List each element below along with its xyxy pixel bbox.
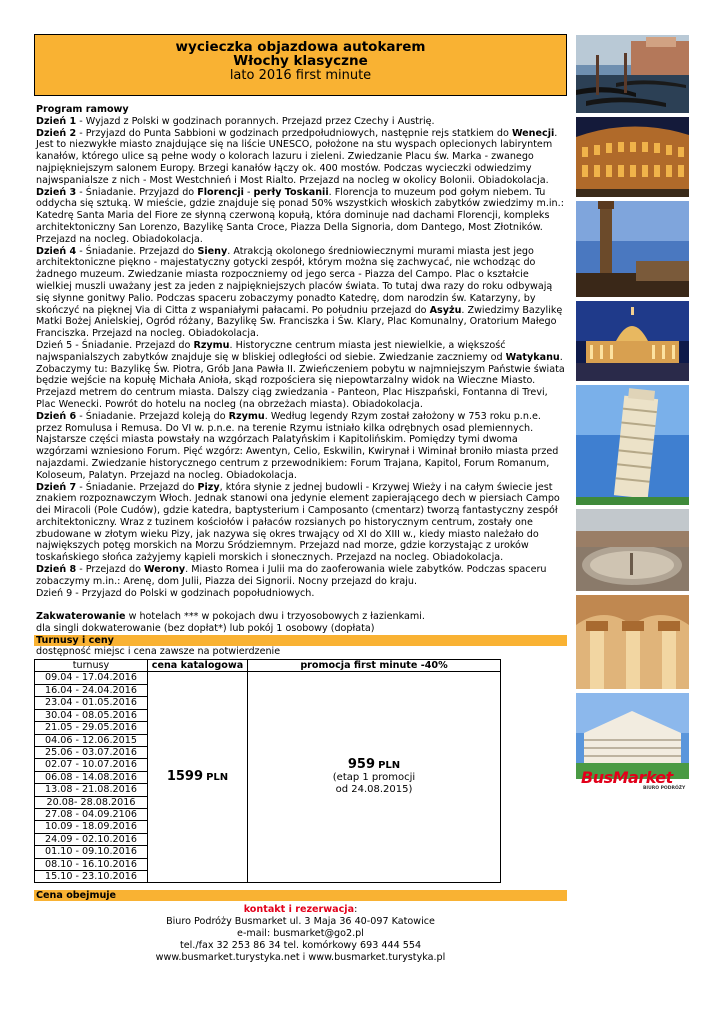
program-text: - Śniadanie. Przejazd koleją do (76, 410, 229, 422)
program-day-6 (36, 411, 567, 482)
contact-block (34, 904, 567, 964)
program-highlight: Dzień 4 (36, 245, 77, 257)
program-highlight: Dzień 8 (36, 564, 77, 576)
program-highlight: Dzień 6 (36, 410, 77, 422)
includes-section-title: Cena obejmuje (34, 890, 567, 901)
st-peters-square-photo (576, 509, 689, 591)
season-subtitle: lato 2016 first minute (229, 68, 372, 83)
turnus-dates: 23.04 - 01.05.2016 (35, 697, 148, 709)
program-text: . Miasto Romea i Julii ma do zaoferowania wiele zabytków. Podczas spaceru zobaczymy m.in.: Arenę, dom Julii, Piazza dei Signorii. Nocny przejazd do kraju. (36, 564, 547, 587)
turnus-dates: 20.08- 28.08.2016 (35, 796, 148, 808)
program-day-3 (36, 187, 567, 246)
program-highlight: Rzymu (193, 339, 230, 351)
turnus-dates: 30.04 - 08.05.2016 (35, 709, 148, 721)
program-text: - Przejazd do (76, 564, 144, 576)
program-highlight: Dzień 7 (36, 481, 77, 493)
busmarket-logo (581, 768, 689, 790)
program-text: - Śniadanie. Przejazd do (76, 481, 198, 493)
turnus-dates: 02.07 - 10.07.2016 (35, 759, 148, 771)
cloister-columns-photo (576, 595, 689, 689)
program-highlight: Pizy (197, 481, 220, 493)
program-highlight: Watykanu (505, 351, 560, 363)
turnus-dates: 24.09 - 02.10.2016 (35, 833, 148, 845)
turnus-dates: 15.10 - 23.10.2016 (35, 870, 148, 882)
program-day-5 (36, 340, 567, 411)
pisa-cathedral-photo (576, 693, 689, 779)
flyer-main (34, 34, 567, 964)
program-highlight: Dzień 1 (36, 115, 77, 127)
turnus-dates: 08.10 - 16.10.2016 (35, 858, 148, 870)
program-text: - (243, 186, 254, 198)
col-header-promo: promocja first minute -40% (248, 660, 501, 672)
promo-currency: PLN (378, 760, 401, 772)
program-highlight: Rzymu (228, 410, 265, 422)
st-peters-photo (576, 301, 689, 381)
photo-column (576, 35, 689, 783)
program-highlight: Florencji (197, 186, 244, 198)
logo-wordmark: BusMarket (581, 768, 673, 787)
program-highlight: perły Toskanii (253, 186, 329, 198)
contact-colon: : (354, 904, 358, 916)
promo-price-cell (248, 672, 501, 883)
program-text: . Zobaczymy tu: Bazylikę Św. Piotra, Grób Jana Pawła II. Zwieńczeniem pobytu w najmniejszym Państwie świata będzie wejście na kopułę Michała Anioła, skąd rozpościera się niepowtarzalny widok na Wieczne Miasto. Przejazd metrem do centrum miasta. Dalszy ciąg zwiedzania - Panteon, Plac Hiszpański, Fontanna di Trevi, Plac Wenecki. Powrót do hotelu na nocleg (na obrzeżach miasta). Obiadokolacja. (36, 351, 565, 410)
colosseum-photo (576, 117, 689, 197)
program-highlight: Dzień 3 (36, 186, 77, 198)
program-text: . Atrakcją okolonego średniowiecznymi murami miasta jest jego architektoniczne piękno - majestatyczny gotycki zespół, którym można się zachwycać, nie wchodząc do żadnego muzeum. Zwiedzanie miasta rozpoczniemy od jego serca - Piazza del Campo. Plac o kształcie wielkiej muszli uważany jest za jeden z najpiękniejszych placów świata. To tutaj dwa razy do roku odbywają się słynne gonitwy Palio. Podczas spaceru zobaczymy ponadto Katedrę, dom narodzin św. Katarzyny, by skończyć na pięknej Via di Citta z wspaniałymi pałacami. Po południu przejazd do (36, 245, 553, 316)
turnus-dates: 01.10 - 09.10.2016 (35, 846, 148, 858)
promo-price: 959 (347, 757, 375, 773)
contact-websites: www.busmarket.turystyka.net i www.busmarket.turystyka.pl (155, 952, 446, 964)
program-text: - Śniadanie. Przejazd do (76, 245, 198, 257)
program-text: . Według legendy Rzym został założony w 753 roku p.n.e. przez Romulusa i Remusa. Do VI w. p.n.e. na terenie Rzymu istniało kilka odrębnych osad plemiennych. Najstarsze części miasta powstały na wzgórzach Palatyńskim i Kapitolińskim. Pomiędzy tymi dwoma wzgórzami wzniesiono Forum. Pięć wzgórz: Awentyn, Celio, Eskwilin, Kwirynał i Wiminał broniło miasta przed najazdami. Zwiedzanie historycznego centrum z przewodnikiem: Forum Trajana, Kapitol, Forum Romanum, Koloseum, Palatyn. Przejazd na nocleg. Obiadokolacja. (36, 410, 559, 481)
program-text: - Śniadanie. Przyjazd do (76, 186, 198, 198)
contact-heading: kontakt i rezerwacja (243, 904, 355, 916)
turnus-dates: 06.08 - 14.08.2016 (35, 771, 148, 783)
program-text: Dzień 9 - Przyjazd do Polski w godzinach popołudniowych. (36, 587, 315, 599)
prices-section-title: Turnusy i ceny (34, 635, 567, 646)
program-text: - Wyjazd z Polski w godzinach porannych. Przejazd przez Czechy i Austrię. (76, 115, 435, 127)
program-text: - Przyjazd do Punta Sabbioni w godzinach przedpołudniowych, następnie rejs statkiem do (76, 127, 512, 139)
florence-photo (576, 201, 689, 297)
turnus-dates: 09.04 - 17.04.2016 (35, 672, 148, 684)
accommodation-line (36, 611, 567, 623)
catalog-price-cell (148, 672, 248, 883)
turnus-dates: 10.09 - 18.09.2016 (35, 821, 148, 833)
tour-name-title: Włochy klasyczne (233, 53, 368, 69)
program-highlight: Dzień 2 (36, 127, 77, 139)
program-heading: Program ramowy (36, 104, 129, 115)
price-table (34, 659, 501, 883)
promo-note-1: (etap 1 promocji (332, 771, 416, 783)
turnus-dates: 27.08 - 04.09.2106 (35, 808, 148, 820)
program-highlight: Sieny (197, 245, 228, 257)
program-day-8 (36, 564, 567, 588)
turnus-dates: 25.06 - 03.07.2016 (35, 746, 148, 758)
catalog-price: 1599 (166, 769, 204, 785)
turnus-dates: 21.05 - 29.05.2016 (35, 722, 148, 734)
promo-note-2: od 24.08.2015) (335, 783, 413, 795)
contact-email: e-mail: busmarket@go2.pl (237, 928, 364, 940)
turnus-dates: 16.04 - 24.04.2016 (35, 684, 148, 696)
accommodation-label: Zakwaterowanie (36, 611, 126, 623)
accommodation-text: w hotelach *** w pokojach dwu i trzyosobowych z łazienkami. (125, 611, 425, 623)
pisa-tower-photo (576, 385, 689, 505)
turnus-dates: 13.08 - 21.08.2016 (35, 784, 148, 796)
catalog-currency: PLN (206, 772, 229, 784)
program-highlight: Wenecji (511, 127, 555, 139)
contact-address: Biuro Podróży Busmarket ul. 3 Maja 36 40-097 Katowice (166, 916, 435, 928)
program-day-7 (36, 482, 567, 565)
program-day-2 (36, 128, 567, 187)
program-text: . Historyczne centrum miasta jest niewielkie, a większość najwspanialszych zabytków znajduje się w bliskiej odległości od siebie. Zwiedzanie zaczniemy od (36, 339, 506, 363)
contact-phone: tel./fax 32 253 86 34 tel. komórkowy 693 444 554 (179, 940, 422, 952)
program-text: . Zwiedzimy Bazylikę Matki Bożej Anielskiej, Ogród różany, Bazylikę Św. Franciszka i Św. Klary, Plac Komunalny, Oratorium Małego Franciszka. Przejazd na nocleg. Obiadokolacja. (36, 304, 563, 340)
col-header-catalog: cena katalogowa (148, 660, 248, 672)
program-text: . Florencja to muzeum pod gołym niebem. Tu oddycha się sztuką. W mieście, gdzie znajduje się ponad 50% wszystkich włoskich zabytków zwiedzimy m.in.: Katedrę Santa Maria del Fiore ze słynną czerwoną kopułą, która dominuje nad dachami Florencji, kompleks architektoniczny San Lorenzo, Bazylikę Santa Croce, Piazza Della Signoria, dom Dantego, Most Złotników. Przejazd na nocleg. Obiadokolacja. (36, 186, 564, 245)
single-room-note: dla singli dokwaterowanie (bez dopłat*) lub pokój 1 osobowy (dopłata) (36, 623, 375, 635)
program-section (34, 104, 567, 635)
program-text: Dzień 5 - Śniadanie. Przejazd do (36, 339, 194, 351)
turnus-dates: 04.06 - 12.06.2015 (35, 734, 148, 746)
col-header-turnusy: turnusy (35, 660, 148, 672)
program-highlight: Werony (144, 564, 186, 576)
logo-tagline: BIURO PODRÓŻY (643, 786, 686, 791)
program-day-4 (36, 246, 567, 340)
venice-photo (576, 35, 689, 113)
program-highlight: Asyżu (429, 304, 462, 316)
program-text: . Jest to niezwykłe miasto znajdujące się na liście UNESCO, położone na stu wyspach oplecionych labiryntem kanałów, którego ulice są pełne wody o kolorach lazuru i zieleni. Zwiedzanie Placu św. Marka - zwanego najpiękniejszym salonem Europy. Brzegi kanałów łączy ok. 400 mostów. Podczas wycieczki odwiedzimy najwspanialsze z nich - Most Westchnień i Most Rialto. Przejazd na nocleg w okolicy Bolonii. Obiadokolacja. (36, 127, 558, 186)
program-days (36, 116, 567, 600)
table-row (35, 672, 501, 684)
availability-note: dostępność miejsc i cena zawsze na potwierdzenie (36, 646, 281, 658)
program-day-1 (36, 116, 567, 128)
program-text: , która słynie z jednej budowli - Krzywej Wieży i na całym świecie jest znakiem rozpoznawczym Włoch. Jednak stanowi ona jedynie element zapierającego dech w piersiach Campo dei Miracoli (Pole Cudów), gdzie katedra, baptysterium i Camposanto (cmentarz) tworzą fantastyczny zespół architektoniczny. Wraz z tuzinem kościołów i pałaców rozsianych po historycznym centrum, zostały one zbudowane w złotym wieku Pizy, jak nazywa się okres trwający od XI do XIII w., kiedy miasto należało do największych potęg morskich na Morzu Śródziemnym. Przejazd nad morze, gdzie korzystając z uroków toskańskiego słońca zażyjemy kąpieli morskich i słonecznych. Przejazd na nocleg. Obiadokolacja. (36, 481, 560, 564)
title-box (34, 34, 567, 96)
program-day-9 (36, 588, 567, 600)
tour-type-title: wycieczka objazdowa autokarem (175, 39, 426, 55)
